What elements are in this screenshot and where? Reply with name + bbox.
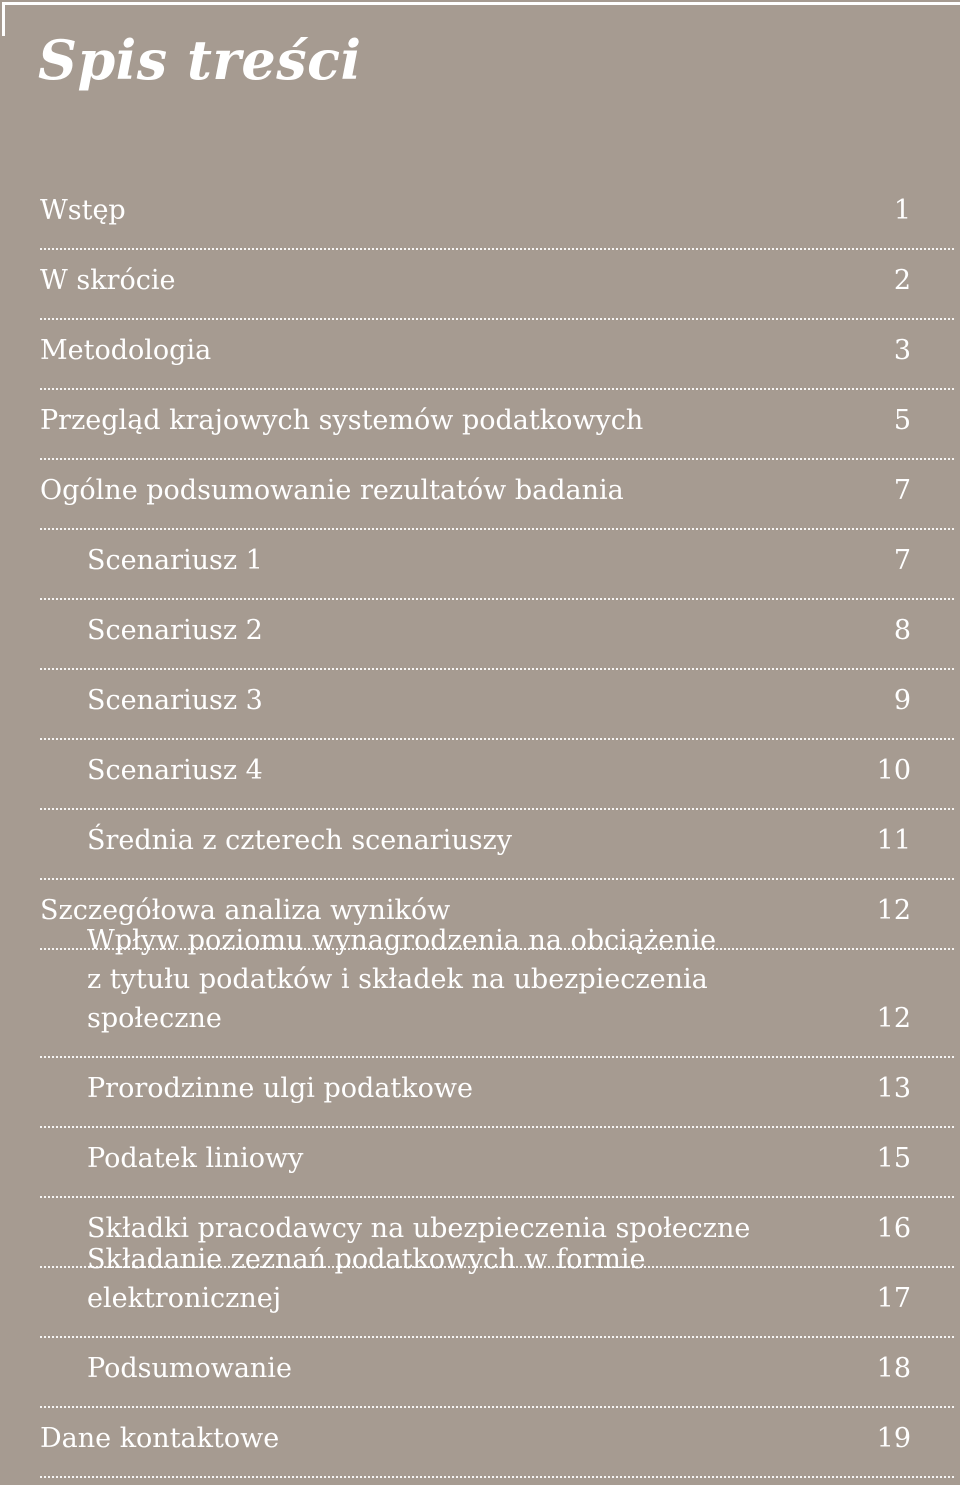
toc-item-page-number: 8 — [893, 615, 911, 646]
toc-item-label: Składki pracodawcy na ubezpieczenia społeczne — [87, 1213, 751, 1244]
toc-item-page-number: 18 — [876, 1353, 911, 1384]
toc-item-label: Składanie zeznań podatkowych w formie elektronicznej — [87, 1244, 646, 1314]
toc-item-page-number: 7 — [893, 475, 911, 506]
toc-subitem-podatek-liniowy[interactable] — [40, 1128, 954, 1198]
toc-item-page-number: 16 — [876, 1213, 911, 1244]
toc-item-metodologia[interactable] — [40, 320, 954, 390]
toc-item-label: Średnia z czterech scenariuszy — [87, 825, 513, 856]
toc-item-label: Wpływ poziomu wynagrodzenia na obciążenie z tytułu podatków i składek na ubezpieczenia społeczne — [87, 925, 717, 1034]
toc-item-label: Scenariusz 1 — [87, 545, 263, 576]
toc-item-w-skrocie[interactable] — [40, 250, 954, 320]
toc-item-page-number: 15 — [876, 1143, 911, 1174]
toc-item-page-number: 10 — [876, 755, 911, 786]
toc-subitem-srednia-scenariuszy[interactable] — [40, 810, 954, 880]
toc-item-przeglad-systemow[interactable] — [40, 390, 954, 460]
toc-item-page-number: 17 — [876, 1283, 911, 1314]
toc-item-label: Szczegółowa analiza wyników — [40, 895, 451, 926]
toc-item-page-number: 12 — [876, 895, 911, 926]
toc-item-label: Podatek liniowy — [87, 1143, 304, 1174]
toc-item-page-number: 2 — [893, 265, 911, 296]
toc-item-page-number: 13 — [876, 1073, 911, 1104]
toc-item-label: Scenariusz 2 — [87, 615, 263, 646]
toc-subitem-scenariusz-2[interactable] — [40, 600, 954, 670]
table-of-contents — [40, 180, 954, 1478]
toc-item-page-number: 12 — [876, 1003, 911, 1034]
toc-subitem-ulgi-prorodzinne[interactable] — [40, 1058, 954, 1128]
toc-item-page-number: 5 — [893, 405, 911, 436]
toc-item-label: Metodologia — [40, 335, 212, 366]
toc-subitem-podsumowanie[interactable] — [40, 1338, 954, 1408]
toc-item-page-number: 11 — [876, 825, 911, 856]
toc-item-page-number: 7 — [893, 545, 911, 576]
toc-item-label: Ogólne podsumowanie rezultatów badania — [40, 475, 624, 506]
toc-item-dane-kontaktowe[interactable] — [40, 1408, 954, 1478]
toc-subitem-scenariusz-4[interactable] — [40, 740, 954, 810]
toc-item-label: Podsumowanie — [87, 1353, 292, 1384]
toc-subitem-wplyw-wynagrodzenia[interactable] — [40, 925, 954, 1058]
toc-item-label: Dane kontaktowe — [40, 1423, 280, 1454]
toc-item-label: Przegląd krajowych systemów podatkowych — [40, 405, 644, 436]
toc-item-ogolne-podsumowanie[interactable] — [40, 460, 954, 530]
toc-item-label: W skrócie — [40, 265, 176, 296]
toc-item-label: Wstęp — [40, 195, 126, 226]
toc-item-label: Scenariusz 4 — [87, 755, 263, 786]
toc-item-label: Scenariusz 3 — [87, 685, 263, 716]
toc-subitem-zeznania-elektroniczne[interactable] — [40, 1244, 954, 1338]
toc-item-page-number: 9 — [893, 685, 911, 716]
page-title: Spis treści — [38, 28, 362, 92]
toc-subitem-scenariusz-3[interactable] — [40, 670, 954, 740]
toc-item-page-number: 19 — [876, 1423, 911, 1454]
toc-item-page-number: 1 — [893, 195, 911, 226]
toc-item-wstep[interactable] — [40, 180, 954, 250]
toc-subitem-scenariusz-1[interactable] — [40, 530, 954, 600]
toc-item-label: Prorodzinne ulgi podatkowe — [87, 1073, 473, 1104]
toc-item-page-number: 3 — [893, 335, 911, 366]
